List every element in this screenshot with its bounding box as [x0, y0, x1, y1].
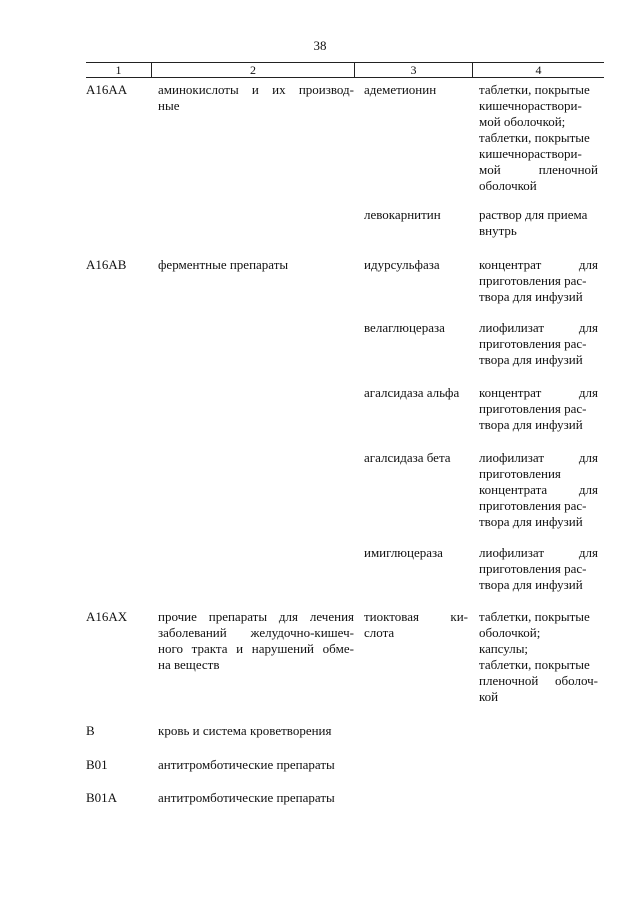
cell-line: адеметионин [364, 82, 437, 97]
cell-line: тиоктовая ки- [364, 609, 468, 624]
dosage-form [479, 207, 598, 239]
dosage-form [479, 385, 598, 433]
cell-line: концентрат для [479, 257, 598, 272]
cell-line: имиглюцераза [364, 545, 443, 560]
cell-line: мой пленочной [479, 162, 598, 177]
drug-name [364, 385, 468, 401]
cell-line: капсулы; [479, 641, 529, 656]
drug-name [364, 545, 468, 561]
atc-group [158, 257, 354, 273]
cell-line: оболочкой [479, 178, 537, 193]
drug-name [364, 82, 468, 98]
cell-line: заболеваний желудочно-кишеч- [158, 625, 354, 640]
cell-line: приготовления рас- [479, 273, 587, 288]
header-col-3: 3 [410, 63, 417, 77]
header-col-2: 2 [250, 63, 256, 77]
cell-line: таблетки, покрытые [479, 609, 590, 624]
cell-line: кишечнораствори- [479, 98, 582, 113]
cell-line: лиофилизат для [479, 320, 598, 335]
cell-line: кровь и система кроветворения [158, 723, 332, 738]
cell-line: твора для инфузий [479, 514, 583, 529]
cell-line: слота [364, 625, 395, 640]
cell-line: антитромботические препараты [158, 790, 335, 805]
atc-code: А16АВ [86, 257, 127, 272]
drug-name [364, 609, 468, 641]
atc-code: В01А [86, 790, 118, 805]
dosage-form [479, 545, 598, 593]
cell-line: твора для инфузий [479, 417, 583, 432]
cell-line: агалсидаза бета [364, 450, 451, 465]
cell-line: таблетки, покрытые [479, 657, 590, 672]
cell-line: приготовления рас- [479, 561, 587, 576]
cell-line: внутрь [479, 223, 517, 238]
cell-line: кой [479, 689, 499, 704]
dosage-form [479, 320, 598, 368]
cell-line: раствор для приема [479, 207, 588, 222]
atc-code: А16АХ [86, 609, 128, 624]
cell-line: приготовления рас- [479, 401, 587, 416]
table-header [86, 62, 604, 78]
drug-name [364, 320, 468, 336]
cell-line: таблетки, покрытые [479, 130, 590, 145]
cell-line: пленочной оболоч- [479, 673, 598, 688]
cell-line: прочие препараты для лечения [158, 609, 354, 624]
cell-line: концентрата для [479, 482, 598, 497]
atc-group [158, 790, 354, 806]
atc-group [158, 82, 354, 114]
cell-line: идурсульфаза [364, 257, 440, 272]
drug-name [364, 257, 468, 273]
cell-line: антитромботические препараты [158, 757, 335, 772]
atc-group [158, 757, 354, 773]
cell-line: на веществ [158, 657, 220, 672]
cell-line: мой оболочкой; [479, 114, 566, 129]
header-col-1: 1 [115, 63, 122, 77]
dosage-form [479, 82, 598, 194]
cell-line: оболочкой; [479, 625, 541, 640]
cell-line: таблетки, покрытые [479, 82, 590, 97]
atc-code: В01 [86, 757, 108, 772]
cell-line: велаглюцераза [364, 320, 445, 335]
cell-line: приготовления рас- [479, 498, 587, 513]
atc-code: А16АА [86, 82, 128, 97]
cell-line: лиофилизат для [479, 450, 598, 465]
cell-line: кишечнораствори- [479, 146, 582, 161]
atc-group [158, 723, 354, 739]
cell-line: твора для инфузий [479, 289, 583, 304]
drug-name [364, 450, 468, 466]
dosage-form [479, 257, 598, 305]
cell-line: твора для инфузий [479, 577, 583, 592]
cell-line: левокарнитин [364, 207, 441, 222]
cell-line: лиофилизат для [479, 545, 598, 560]
cell-line: ные [158, 98, 180, 113]
dosage-form [479, 609, 598, 705]
header-col-4: 4 [535, 63, 542, 77]
cell-line: приготовления рас- [479, 336, 587, 351]
cell-line: ферментные препараты [158, 257, 289, 272]
dosage-form [479, 450, 598, 530]
cell-line: ного тракта и нарушений обме- [158, 641, 354, 656]
cell-line: концентрат для [479, 385, 598, 400]
cell-line: агалсидаза альфа [364, 385, 460, 400]
cell-line: аминокислоты и их производ- [158, 82, 354, 97]
cell-line: приготовления [479, 466, 561, 481]
page-number: 38 [313, 38, 327, 53]
atc-code: В [86, 723, 95, 738]
drug-name [364, 207, 468, 223]
atc-group [158, 609, 354, 673]
cell-line: твора для инфузий [479, 352, 583, 367]
